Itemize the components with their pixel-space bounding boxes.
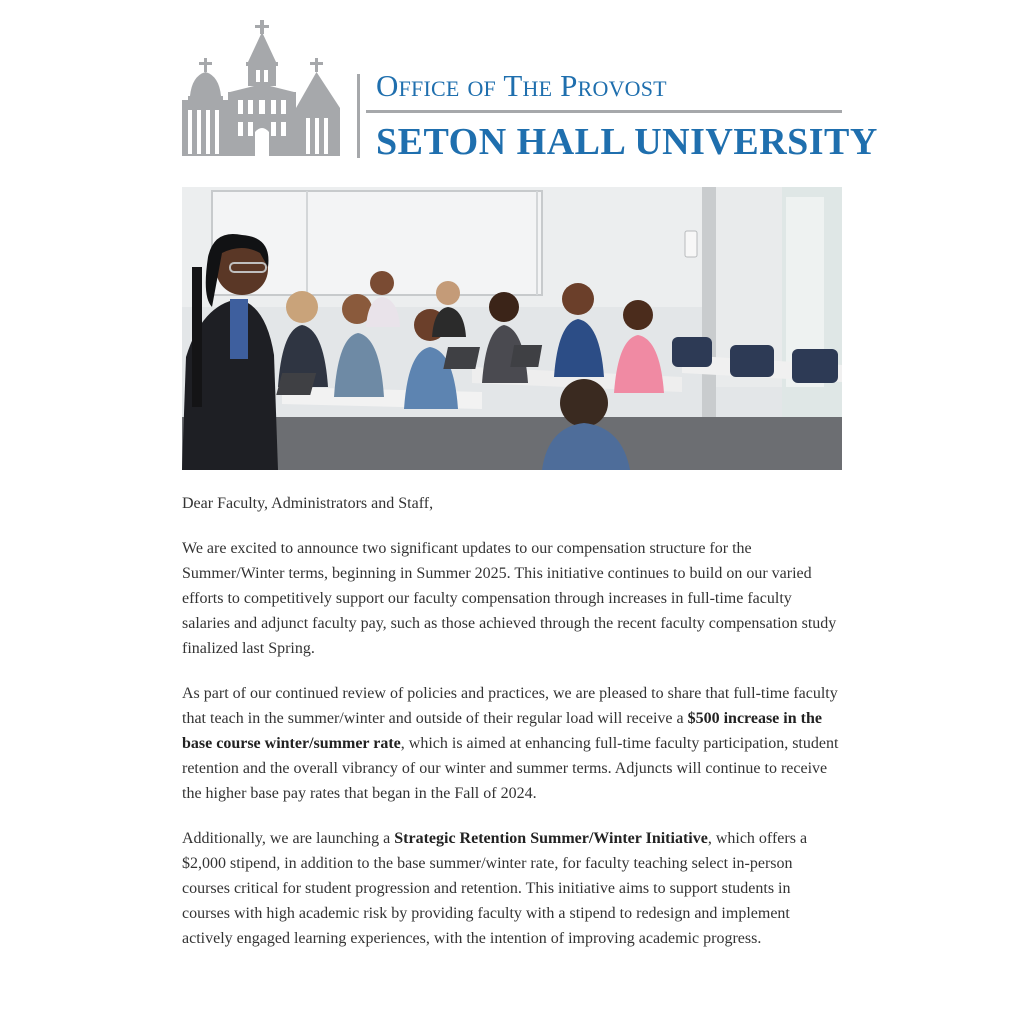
header-horizontal-rule: [366, 110, 842, 113]
letter-paragraph-1: We are excited to announce two significant updates to our compensation structure for the Summer/Winter terms, beginning in Summer 2025. This initiative continues to build on our varied efforts to competitively support our faculty compensation through increases in full-time faculty salaries and adjunct faculty pay, such as those achieved through the recent faculty compensation study finalized last Spring.: [182, 540, 837, 657]
provost-header-logo: [182, 18, 878, 163]
university-name: SETON HALL UNIVERSITY: [376, 121, 878, 163]
seton-hall-chapel-seal-icon: [182, 18, 342, 158]
retention-initiative-highlight: Strategic Retention Summer/Winter Initiative: [394, 830, 708, 847]
base-rate-increase-highlight: $500 increase in the base course winter/summer rate: [182, 710, 822, 752]
classroom-illustration: [182, 187, 842, 470]
classroom-photo: [182, 187, 842, 470]
office-of-the-provost-title: Office of The Provost: [376, 68, 667, 103]
paragraph-2-text-b: , which is aimed at enhancing full-time faculty participation, student retention and the overall vibrancy of our winter and summer terms. Adjuncts will continue to receive the higher base pay rates that began in the Fall of 2024.: [182, 735, 839, 802]
letter-paragraph-2: [182, 681, 842, 806]
paragraph-3-text-a: Additionally, we are launching a: [182, 830, 395, 847]
header-vertical-rule: [357, 74, 360, 158]
paragraph-3-text-b: , which offers a $2,000 stipend, in addition to the base summer/winter rate, for faculty teaching select in-person courses critical for student progression and retention. This initiative aims to support students in courses with high academic risk by providing faculty with a stipend to redesign and implement actively engaged learning experiences, with the intention of improving academic progress.: [182, 830, 808, 947]
letter-body: [182, 491, 842, 971]
letter-greeting: Dear Faculty, Administrators and Staff,: [182, 495, 434, 512]
paragraph-2-text-a: As part of our continued review of policies and practices, we are pleased to share that full-time faculty that teach in the summer/winter and outside of their regular load will receive a: [182, 685, 838, 727]
letter-paragraph-3: [182, 826, 842, 951]
